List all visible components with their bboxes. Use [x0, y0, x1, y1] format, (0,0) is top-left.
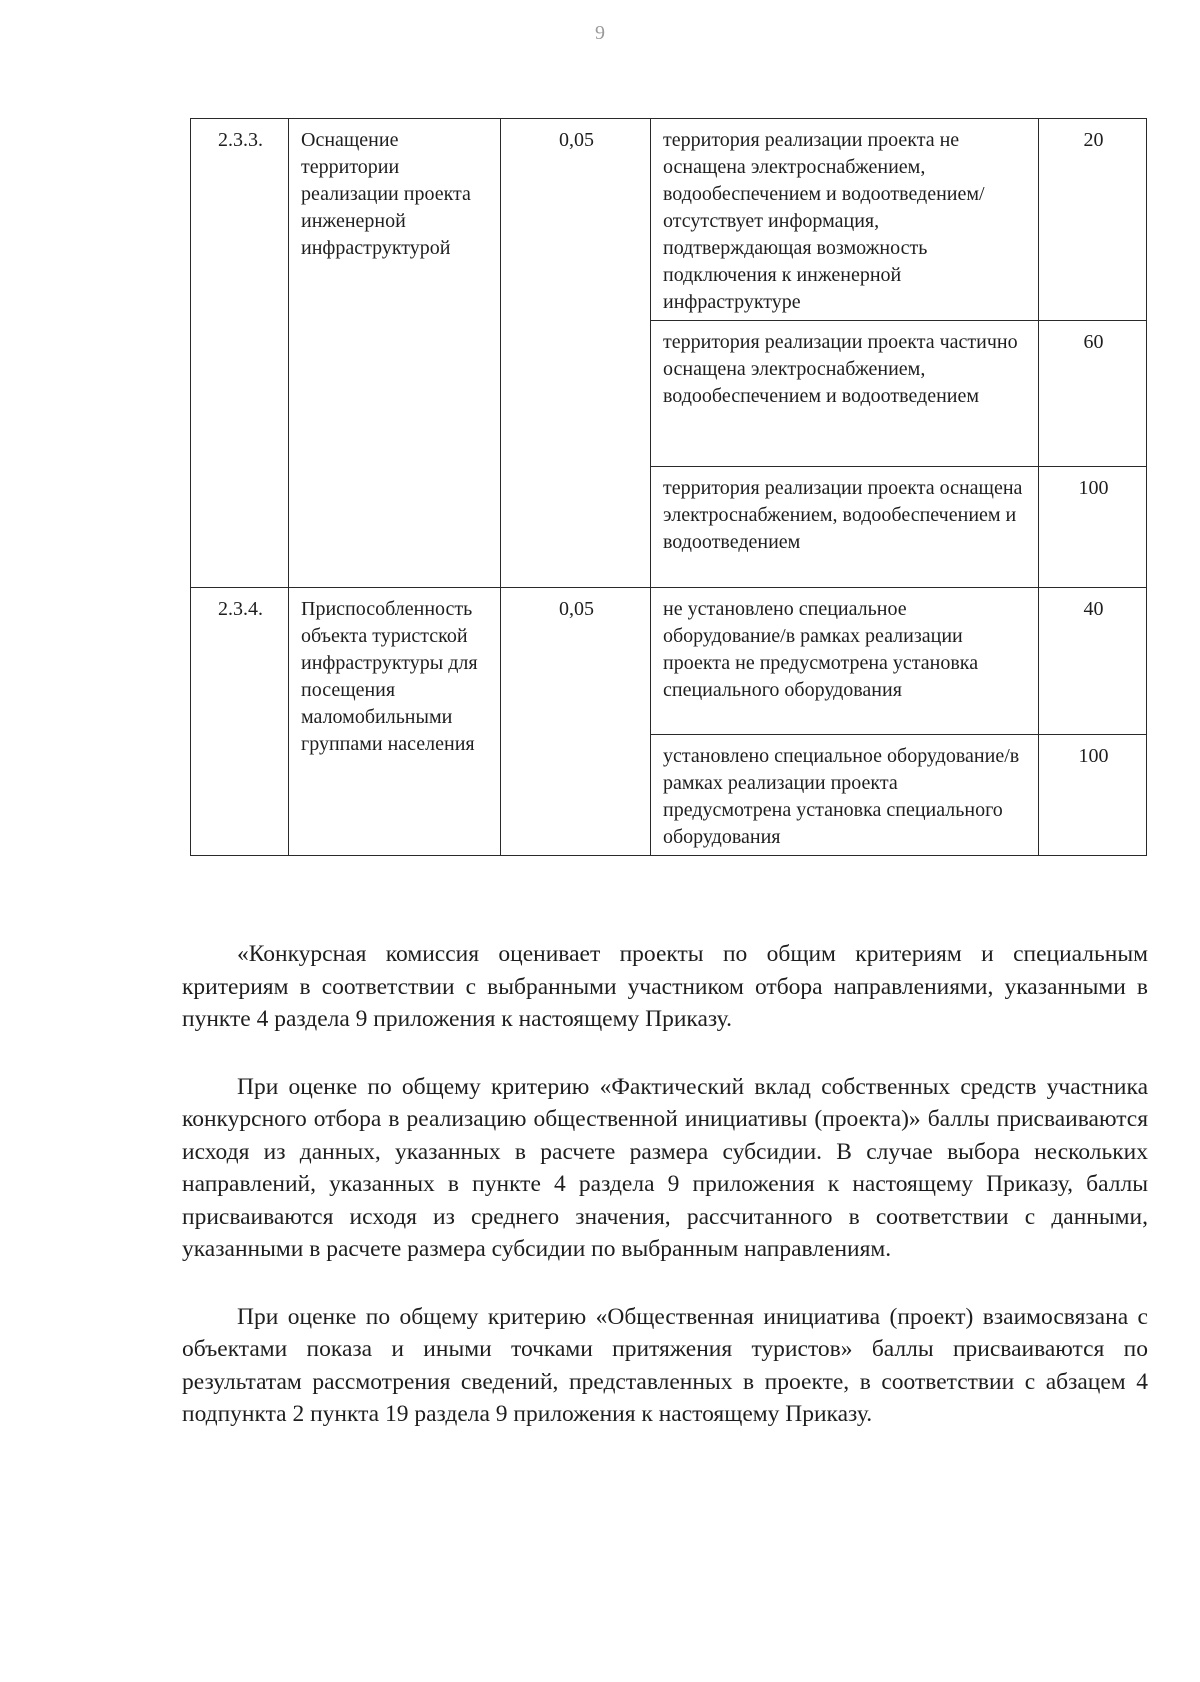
- paragraph: «Конкурсная комиссия оценивает проекты по общим критериям и специальным критериям в соответствии с выбранными участником отбора направлениями, указанными в пункте 4 раздела 9 приложения к настоящему Приказу.: [182, 941, 1148, 1032]
- option-description: не установлено специальное оборудование/в рамках реализации проекта не предусмотрена установка специального оборудования: [651, 588, 1039, 735]
- option-score: 100: [1039, 735, 1147, 856]
- criterion-weight: 0,05: [501, 119, 651, 588]
- body-text: [182, 938, 1148, 1466]
- criterion-name: Приспособленность объекта туристской инфраструктуры для посещения маломобильными группами населения: [289, 588, 501, 856]
- paragraph: При оценке по общему критерию «Фактический вклад собственных средств участника конкурсного отбора в реализацию общественной инициативы (проекта)» баллы присваиваются исходя из данных, указанных в расчете размера субсидии. В случае выбора нескольких направлений, указанных в пункте 4 раздела 9 приложения к настоящему Приказу, баллы присваиваются исходя из среднего значения, рассчитанного в соответствии с данными, указанными в расчете размера субсидии по выбранным направлениям.: [182, 1073, 1148, 1262]
- criterion-weight: 0,05: [501, 588, 651, 856]
- option-description: территория реализации проекта частично оснащена электроснабжением, водообеспечением и водоотведением: [651, 321, 1039, 467]
- option-score: 100: [1039, 467, 1147, 588]
- option-score: 40: [1039, 588, 1147, 735]
- option-score: 20: [1039, 119, 1147, 321]
- table-row: [191, 588, 1147, 735]
- criterion-name: Оснащение территории реализации проекта инженерной инфраструктурой: [289, 119, 501, 588]
- table-row: [191, 119, 1147, 321]
- option-description: установлено специальное оборудование/в рамках реализации проекта предусмотрена установка специального оборудования: [651, 735, 1039, 856]
- option-score: 60: [1039, 321, 1147, 467]
- option-description: территория реализации проекта оснащена электроснабжением, водообеспечением и водоотведением: [651, 467, 1039, 588]
- page-number: 9: [595, 22, 605, 44]
- option-description: территория реализации проекта не оснащена электроснабжением, водообеспечением и водоотведением/отсутствует информация, подтверждающая возможность подключения к инженерной инфраструктуре: [651, 119, 1039, 321]
- criterion-number: 2.3.4.: [191, 588, 289, 856]
- criteria-table: [190, 118, 1147, 856]
- paragraph: При оценке по общему критерию «Общественная инициатива (проект) взаимосвязана с объектами показа и иными точками притяжения туристов» баллы присваиваются по результатам рассмотрения сведений, представленных в проекте, в соответствии с абзацем 4 подпункта 2 пункта 19 раздела 9 приложения к настоящему Приказу.: [182, 1303, 1148, 1427]
- criterion-number: 2.3.3.: [191, 119, 289, 588]
